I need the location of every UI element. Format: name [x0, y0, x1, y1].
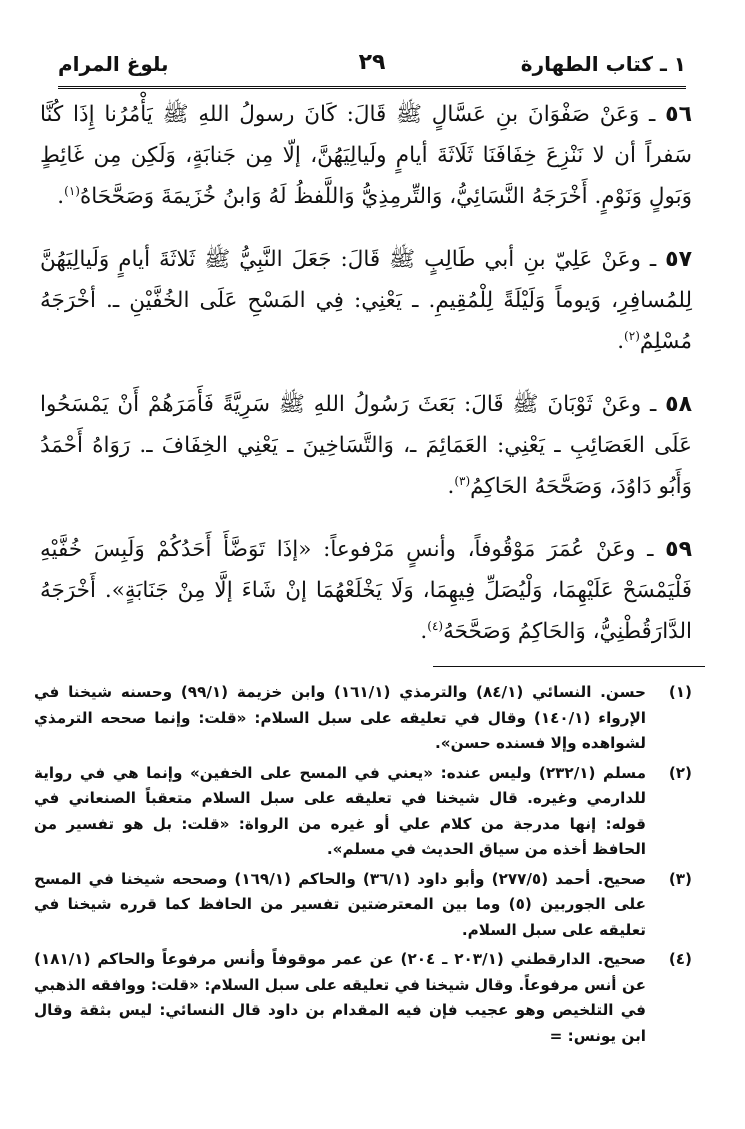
- hadith-59: ٥٩ ـ وعَنْ عُمَرَ مَوْقُوفاً، وأنسٍ مَرْفوعاً: «إذَا تَوَضَّأَ أَحَدُكُمْ وَلَبِسَ خُفَّيْهِ فَلْيَمْسَحْ عَلَيْهِمَا، وَلْيُصَلِّ فِيهِمَا، وَلَا يَخْلَعْهُمَا إنْ شَاءَ إلَّا مِنْ جَنَابَةٍ». أَخْرَجَهُ الدَّارَقُطْنِيُّ، وَالحَاكِمُ وَصَحَّحَهُ$^{(٤)}$.: [40, 537, 693, 644]
- footnote-2: [34, 761, 692, 863]
- footnote-text: صحيح. الدارقطني (٢٠٣/١ ـ ٢٠٤) عن عمر موقوفاً وأنس مرفوعاً والحاكم (١٨١/١) عن أنس مرفوعاً. وقال شيخنا في تعليقه على سبل السلام: «قلت: ووافقه الذهبي في التلخيص وهو عجيب فإن فيه المقدام بن داود قال النسائي: ليس بثقة وقال ابن يونس: =: [34, 950, 646, 1045]
- footnote-ref[interactable]: (١): [64, 183, 80, 198]
- footnote-text: صحيح. أحمد (٢٧٧/٥) وأبو داود (٣٦/١) والحاكم (١٦٩/١) وصححه شيخنا في المسح على الجوربين (٥) وما بين المعترضتين تفسير من الحافظ كما قرره شيخنا في تعليقه على سبل السلام.: [34, 869, 647, 939]
- footnote-label: (٢): [668, 763, 692, 782]
- footnote-1: [34, 680, 692, 757]
- hadith-58: ٥٨ ـ وعَنْ ثَوْبَانَ ﷺ قَالَ: بَعَثَ رَسُولُ اللهِ ﷺ سَرِيَّةً فَأَمَرَهُمْ أَنْ يَمْسَحُوا عَلَى العَصَائِبِ ـ يَعْنِي: العَمَائِمَ ـ، وَالتَّسَاخِينَ ـ يَعْنِي الخِفَافَ ـ. رَوَاهُ أَحْمَدُ وَأَبُو دَاوُدَ، وَصَحَّحَهُ الحَاكِمُ$^{(٣)}$.: [40, 392, 692, 499]
- footnotes: [34, 680, 692, 1053]
- chapter-title: ١ ـ كتاب الطهارة: [520, 52, 686, 76]
- footnote-text: حسن. النسائي (٨٤/١) والترمذي (١٦١/١) وابن خزيمة (٩٩/١) وحسنه شيخنا في الإرواء (١٤٠/١) وقال في تعليقه على سبل السلام: «قلت: وإنما صححه الترمذي لشواهده وإلا فسنده حسن».: [34, 683, 647, 752]
- footnote-4: [34, 947, 692, 1049]
- hadith-number: ٥٧: [665, 247, 692, 272]
- page-number: ٢٩: [358, 50, 386, 75]
- hadith-text: ـ وعَنْ عُمَرَ مَوْقُوفاً، وأنسٍ مَرْفوعاً: «إذَا تَوَضَّأَ أَحَدُكُمْ وَلَبِسَ خُفَّيْهِ فَلْيَمْسَحْ عَلَيْهِمَا، وَلْيُصَلِّ فِيهِمَا، وَلَا يَخْلَعْهُمَا إنْ شَاءَ إلَّا مِنْ جَنَابَةٍ». أَخْرَجَهُ الدَّارَقُطْنِيُّ، وَالحَاكِمُ وَصَحَّحَهُ: [40, 537, 692, 644]
- footnote-3: [34, 867, 692, 944]
- footnote-ref[interactable]: (٣): [454, 473, 471, 488]
- footnote-label: (١): [668, 683, 692, 701]
- hadith-number: ٥٦: [665, 102, 692, 127]
- footnote-ref[interactable]: (٢): [624, 328, 640, 343]
- hadith-number: ٥٩: [665, 537, 693, 562]
- hadith-number: ٥٨: [665, 392, 692, 417]
- footnote-separator: [433, 666, 705, 667]
- running-header: [58, 46, 686, 89]
- hadith-body: [40, 94, 692, 674]
- footnote-text: مسلم (٢٣٢/١) وليس عنده: «يعني في المسح على الخفين» وإنما هي في رواية للدارمي وغيره. قال شيخنا في تعليقه على سبل السلام متعقباً الصنعاني في قوله: إنها مدرجة من كلام علي أو غيره من الرواة: «قلت: بل هو تفسير من الحافظ أخذه من سياق الحديث في مسلم».: [34, 763, 646, 858]
- book-title: بلوغ المرام: [58, 52, 169, 76]
- hadith-56: ٥٦ ـ وَعَنْ صَفْوَانَ بنِ عَسَّالٍ ﷺ قَالَ: كَانَ رسولُ اللهِ ﷺ يَأْمُرُنا إِذَا كُنَّا سَفراً أن لا نَنْزِعَ خِفَافَنَا ثَلَاثَةَ أيامٍ ولَيالِيَهُنَّ، إلّا مِن جَنابَةٍ، وَلَكِن مِن غَائِطٍ وَبَولٍ وَنَوْمٍ. أَخْرَجَهُ النَّسَائِيُّ، وَالتِّرمِذِيُّ وَاللَّفظُ لَهُ وَابنُ خُزَيمَةَ وَصَحَّحَاهُ$^{(١)}$.: [40, 102, 692, 209]
- hadith-text: ـ وَعَنْ صَفْوَانَ بنِ عَسَّالٍ ﷺ قَالَ: كَانَ رسولُ اللهِ ﷺ يَأْمُرُنا إِذَا كُنَّا سَفراً أن لا نَنْزِعَ خِفَافَنَا ثَلَاثَةَ أيامٍ ولَيالِيَهُنَّ، إلّا مِن جَنابَةٍ، وَلَكِن مِن غَائِطٍ وَبَولٍ وَنَوْمٍ. أَخْرَجَهُ النَّسَائِيُّ، وَالتِّرمِذِيُّ وَاللَّفظُ لَهُ وَابنُ خُزَيمَةَ وَصَحَّحَاهُ: [40, 102, 692, 209]
- footnote-label: (٣): [668, 869, 692, 888]
- hadith-57: ٥٧ ـ وعَنْ عَلِيّ بنِ أبي طَالِبٍ ﷺ قَالَ: جَعَلَ النَّبِيُّ ﷺ ثَلاثَةَ أيامٍ وَلَيالِيَهُنَّ لِلمُسافِرِ، وَيوماً وَلَيْلَةً لِلْمُقِيمِ. ـ يَعْنِي: فِي المَسْحِ عَلَى الخُفَّيْنِ ـ. أخْرَجَهُ مُسْلِمٌ$^{(٢)}$.: [40, 247, 692, 354]
- hadith-text: ـ وعَنْ عَلِيّ بنِ أبي طَالِبٍ ﷺ قَالَ: جَعَلَ النَّبِيُّ ﷺ ثَلاثَةَ أيامٍ وَلَيالِيَهُنَّ لِلمُسافِرِ، وَيوماً وَلَيْلَةً لِلْمُقِيمِ. ـ يَعْنِي: فِي المَسْحِ عَلَى الخُفَّيْنِ ـ. أخْرَجَهُ مُسْلِمٌ: [40, 247, 692, 354]
- footnote-label: (٤): [668, 950, 692, 968]
- footnote-ref[interactable]: (٤): [427, 618, 444, 633]
- hadith-text: ـ وعَنْ ثَوْبَانَ ﷺ قَالَ: بَعَثَ رَسُولُ اللهِ ﷺ سَرِيَّةً فَأَمَرَهُمْ أَنْ يَمْسَحُوا عَلَى العَصَائِبِ ـ يَعْنِي: العَمَائِمَ ـ، وَالتَّسَاخِينَ ـ يَعْنِي الخِفَافَ ـ. رَوَاهُ أَحْمَدُ وَأَبُو دَاوُدَ، وَصَحَّحَهُ الحَاكِمُ: [40, 392, 692, 499]
